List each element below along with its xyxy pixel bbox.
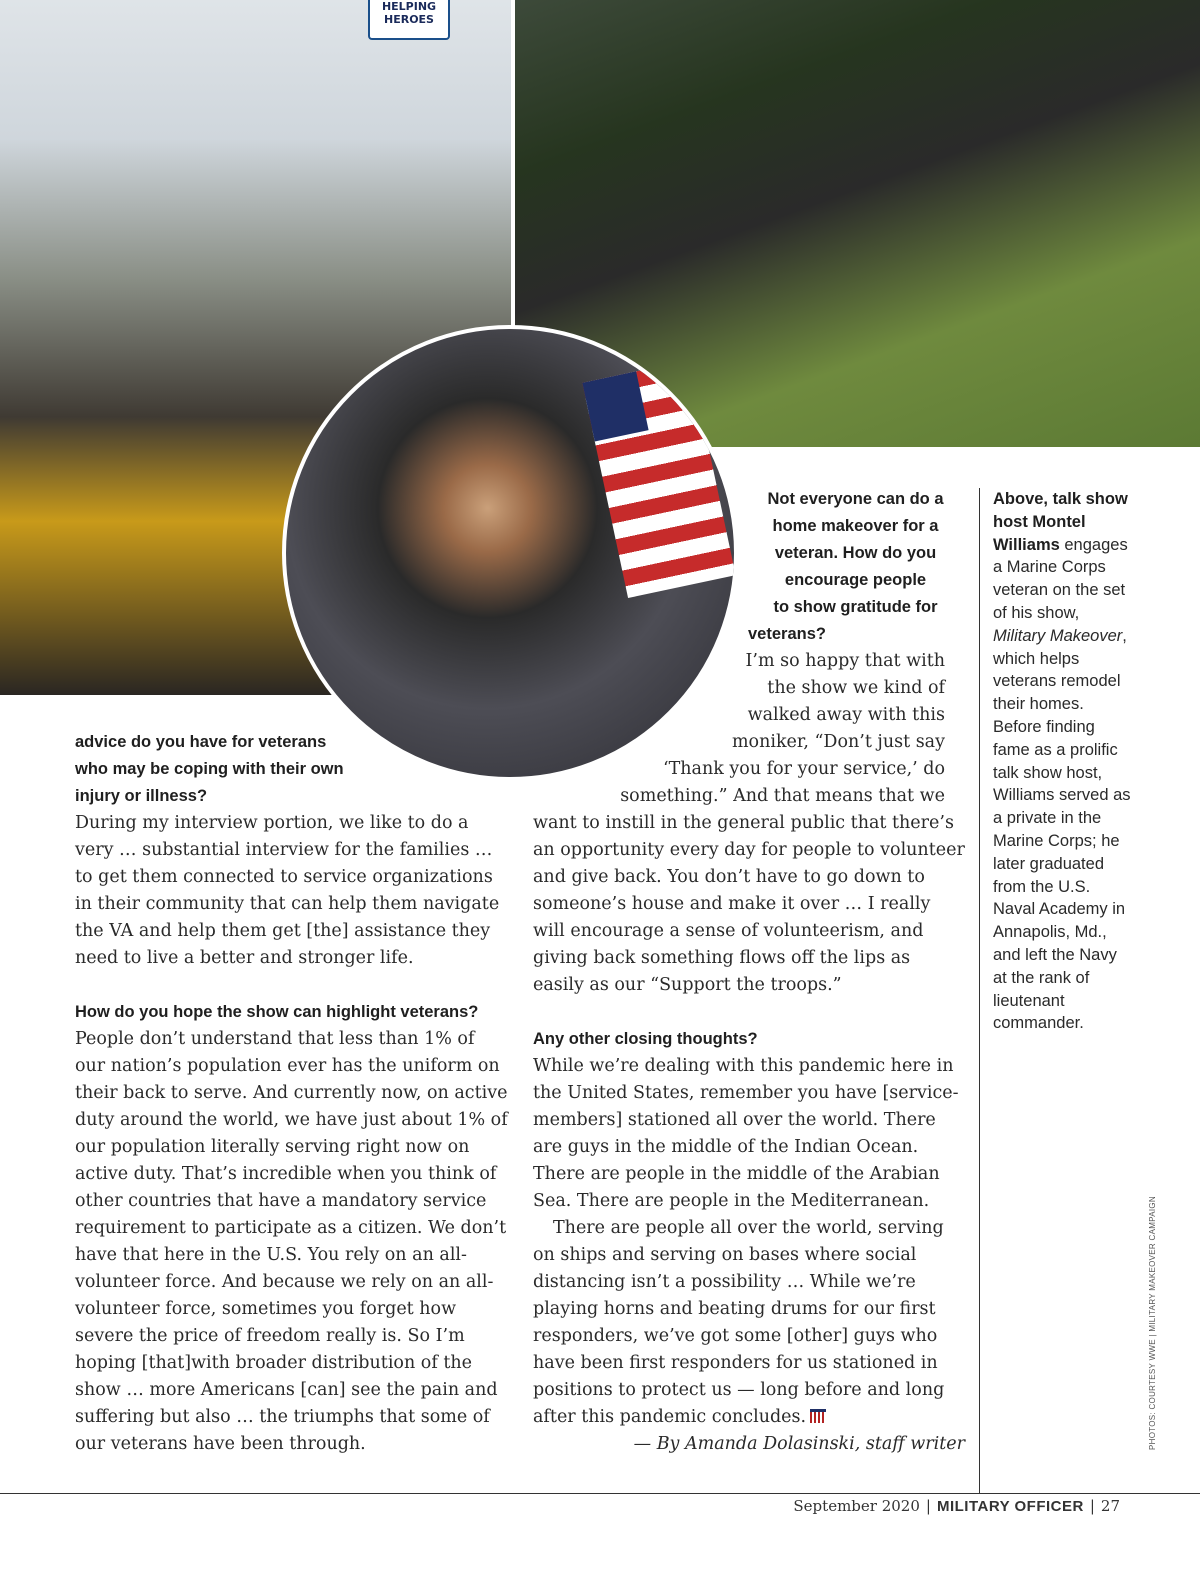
photo-caption: Above, talk show host Montel Williams engages a Marine Corps veteran on the set of his show, Military Makeover, which helps veterans remodel their homes. Before finding fame as a prolific talk show host, Williams served as a private in the Marine Corps; he later graduated from the U.S. Naval Academy in Annapolis, Md., and left the Navy at the rank of lieutenant commander. bbox=[993, 490, 1131, 1033]
footer-rule bbox=[0, 1493, 1200, 1494]
helping-heroes-sign: HELPING HEROES bbox=[368, 0, 450, 40]
footer-magazine: MILITARY OFFICER bbox=[936, 1498, 1084, 1515]
question-highlight: How do you hope the show can highlight veterans? bbox=[75, 1003, 479, 1021]
question-closing: Any other closing thoughts? bbox=[533, 1030, 758, 1048]
page-number: 27 bbox=[1100, 1497, 1120, 1515]
photo-credit: PHOTOS: COURTESY WWE | MILITARY MAKEOVER CAMPAIGN bbox=[1148, 1195, 1157, 1450]
answer-gratitude: want to instill in the general public that there’s an opportunity every day for people to volunteer and give back. You don’t have to go down to someone’s house and make it over … I really will encourage a sense of volunteerism, and giving back something flows off the lips as easily as our “Support the troops.” bbox=[533, 813, 965, 995]
column-left bbox=[75, 729, 510, 1458]
column-middle bbox=[533, 810, 965, 1458]
page-footer: September 2020 | MILITARY OFFICER | 27 bbox=[793, 1497, 1120, 1515]
column-divider bbox=[979, 488, 980, 1493]
answer-injury: During my interview portion, we like to do a very … substantial interview for the families … to get them connected to service organizations in their community that can help them navigate the VA and help them get [the] assistance they need to live a better and stronger life. bbox=[75, 813, 500, 968]
answer-gratitude-wrapped: I’m so happy that with the show we kind of walked away with this moniker, “Don’t just say ‘Thank you for your service,’ do something.” And that means that we bbox=[620, 651, 945, 806]
question-gratitude: Not everyone can do a home makeover for a veteran. How do you encourage people to show gratitude for veterans? bbox=[748, 490, 944, 643]
answer-highlight: People don’t understand that less than 1% of our nation’s population ever has the uniform on their back to serve. And currently now, on active duty around the world, we have just about 1% of our population literally serving right now on active duty. That’s incredible when you think of other countries that have a mandatory service requirement to participate as a citizen. We don’t have that here in the U.S. You rely on an all-volunteer force. And because we rely on an all-volunteer force, sometimes you forget how severe the price of freedom really is. So I’m hoping [that]with broader distribution of the show … more Americans [can] see the pain and suffering but also … the triumphs that some of our veterans have been through. bbox=[75, 1029, 508, 1454]
footer-date: September 2020 bbox=[793, 1497, 920, 1515]
byline: — By Amanda Dolasinski, staff writer bbox=[633, 1434, 965, 1454]
answer-closing: While we’re dealing with this pandemic here in the United States, remember you have [service-members] stationed all over the world. There are guys in the middle of the Indian Ocean. There are people in the middle of the Arabian Sea. There are people in the Mediterranean. bbox=[533, 1056, 959, 1211]
question-injury: advice do you have for veterans who may be coping with their own injury or illness? bbox=[75, 733, 344, 805]
end-mark-icon bbox=[810, 1409, 826, 1423]
answer-closing-2: There are people all over the world, serving on ships and serving on bases where social distancing isn’t a possibility … While we’re playing horns and beating drums for our first responders, we’ve got some [other] guys who have been first responders for us stationed in positions to protect us — long before and long after this pandemic concludes. bbox=[533, 1218, 945, 1427]
